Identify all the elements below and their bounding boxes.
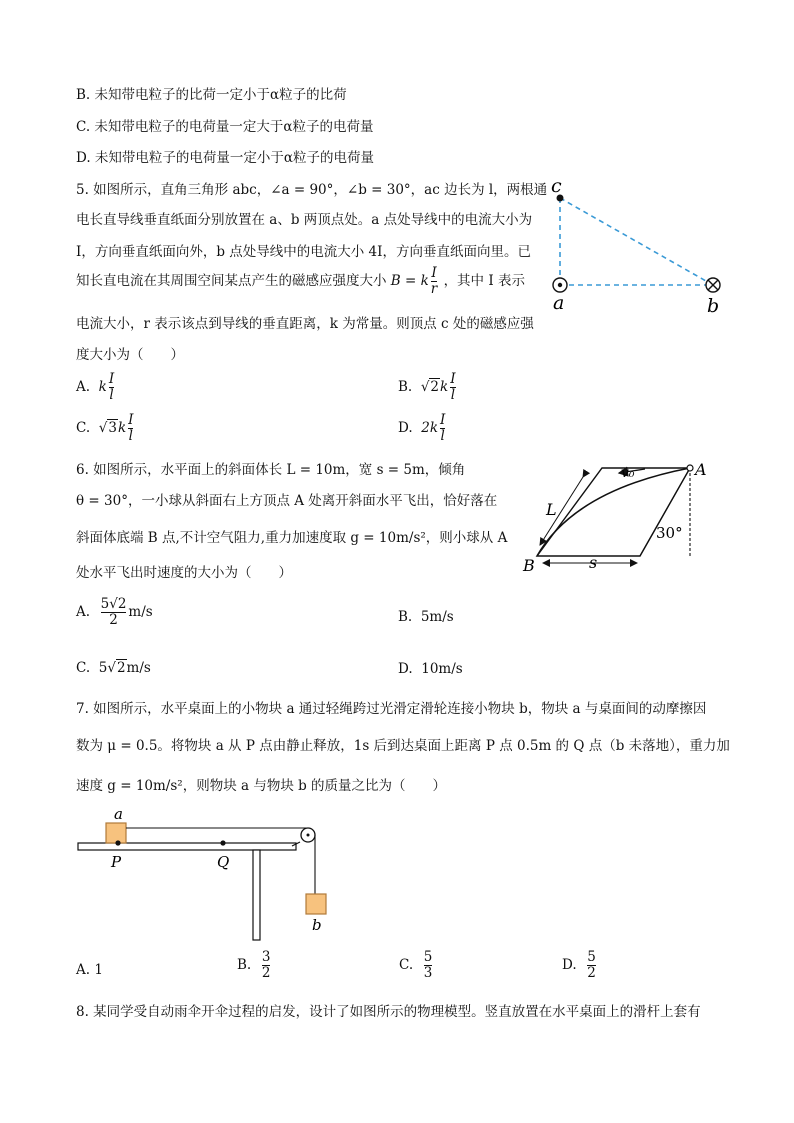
q5-option-b[interactable]: B. √2k $\frac{I}{l}$ — [398, 371, 456, 403]
q5-line4a: 知长直电流在其周围空间某点产生的磁感应强度大小 — [76, 273, 387, 289]
table-leg — [253, 850, 260, 940]
q5-line6: 度大小为（ ） — [76, 347, 184, 363]
q5-line3: I，方向垂直纸面向外，b 点处导线中的电流大小 4I，方向垂直纸面向里。已 — [76, 244, 531, 260]
q8-line1: 8. 某同学受自动雨伞开伞过程的启发，设计了如图所示的物理模型。竖直放置在水平桌面上的滑杆上套有 — [76, 1004, 701, 1020]
q5-option-d[interactable]: D. 2k $\frac{I}{l}$ — [398, 412, 446, 444]
q6-incline-figure — [515, 455, 725, 580]
q5-option-c[interactable]: C. √3k $\frac{I}{l}$ — [76, 412, 134, 444]
label-b: b — [707, 295, 720, 315]
q7-line1: 7. 如图所示，水平桌面上的小物块 a 通过轻绳跨过光滑定滑轮连接小物块 b，物块 a 与桌面间的动摩擦因 — [76, 701, 707, 717]
prev-option-d: D. 未知带电粒子的电荷量一定小于α粒子的电荷量 — [76, 150, 375, 166]
ball-dot — [687, 465, 693, 471]
q6-line4: 处水平飞出时速度的大小为（ ） — [76, 565, 292, 581]
label-Q: Q — [217, 853, 230, 871]
label-angle: 30° — [656, 524, 683, 542]
q5-formula-frac: $\frac{I}{r}$ — [430, 265, 438, 297]
block-b — [306, 894, 326, 914]
q5-line5: 电流大小，r 表示该点到导线的垂直距离，k 为常量。则顶点 c 处的磁感应强 — [76, 316, 534, 332]
label-L: L — [546, 500, 557, 519]
q5-line4 — [76, 266, 525, 297]
block-a — [106, 823, 126, 843]
q7-line2: 数为 μ = 0.5。将物块 a 从 P 点由静止释放，1s 后到达桌面上距离 P 点 0.5m 的 Q 点（b 未落地），重力加 — [76, 738, 730, 754]
q5-line4b: ，其中 I 表示 — [443, 273, 525, 289]
label-v0: v₀ — [621, 465, 635, 481]
q7-option-d[interactable]: D. $\frac{5}{2}$ — [562, 949, 596, 981]
label-B: B — [523, 556, 535, 575]
q5-line1: 5. 如图所示，直角三角形 abc，∠a = 90°，∠b = 30°，ac 边长为 l，两根通 — [76, 182, 548, 198]
q6-line2: θ = 30°，一小球从斜面右上方顶点 A 处离开斜面水平飞出，恰好落在 — [76, 493, 498, 509]
q7-pulley-figure — [76, 806, 346, 942]
q6-option-c[interactable]: C. 5√2m/s — [76, 660, 151, 676]
label-P: P — [111, 853, 122, 871]
prev-option-b: B. 未知带电粒子的比荷一定小于α粒子的比荷 — [76, 87, 347, 103]
q5-triangle-figure — [545, 175, 730, 315]
table-top — [78, 843, 296, 850]
q7-line3: 速度 g = 10m/s²，则物块 a 与物块 b 的质量之比为（ ） — [76, 778, 447, 794]
label-b: b — [312, 916, 322, 934]
q6-line3: 斜面体底端 B 点,不计空气阻力,重力加速度取 g = 10m/s²，则小球从 A — [76, 530, 508, 546]
q6-option-a[interactable]: A. $\frac{5√2}{2}$ m/s — [76, 596, 153, 628]
label-A: A — [695, 460, 707, 479]
prev-option-c: C. 未知带电粒子的电荷量一定大于α粒子的电荷量 — [76, 119, 374, 135]
q5-line2: 电长直导线垂直纸面分别放置在 a、b 两顶点处。a 点处导线中的电流大小为 — [76, 212, 533, 228]
q6-line1: 6. 如图所示，水平面上的斜面体长 L = 10m，宽 s = 5m，倾角 — [76, 462, 466, 478]
q7-option-a[interactable]: A. 1 — [76, 962, 103, 978]
q5-option-a[interactable]: A. k $\frac{I}{l}$ — [76, 371, 115, 403]
label-s: s — [589, 553, 598, 572]
q7-option-b[interactable]: B. $\frac{3}{2}$ — [237, 949, 271, 981]
point-P — [115, 840, 120, 845]
label-a: a — [114, 806, 123, 823]
q5-formula-lhs: B = k — [390, 273, 429, 289]
label-c: c — [551, 175, 562, 197]
q7-option-c[interactable]: C. $\frac{5}{3}$ — [399, 949, 433, 981]
label-a: a — [553, 292, 565, 314]
q6-option-d[interactable]: D. 10m/s — [398, 661, 463, 677]
q6-option-b[interactable]: B. 5m/s — [398, 609, 454, 625]
point-Q — [220, 840, 225, 845]
